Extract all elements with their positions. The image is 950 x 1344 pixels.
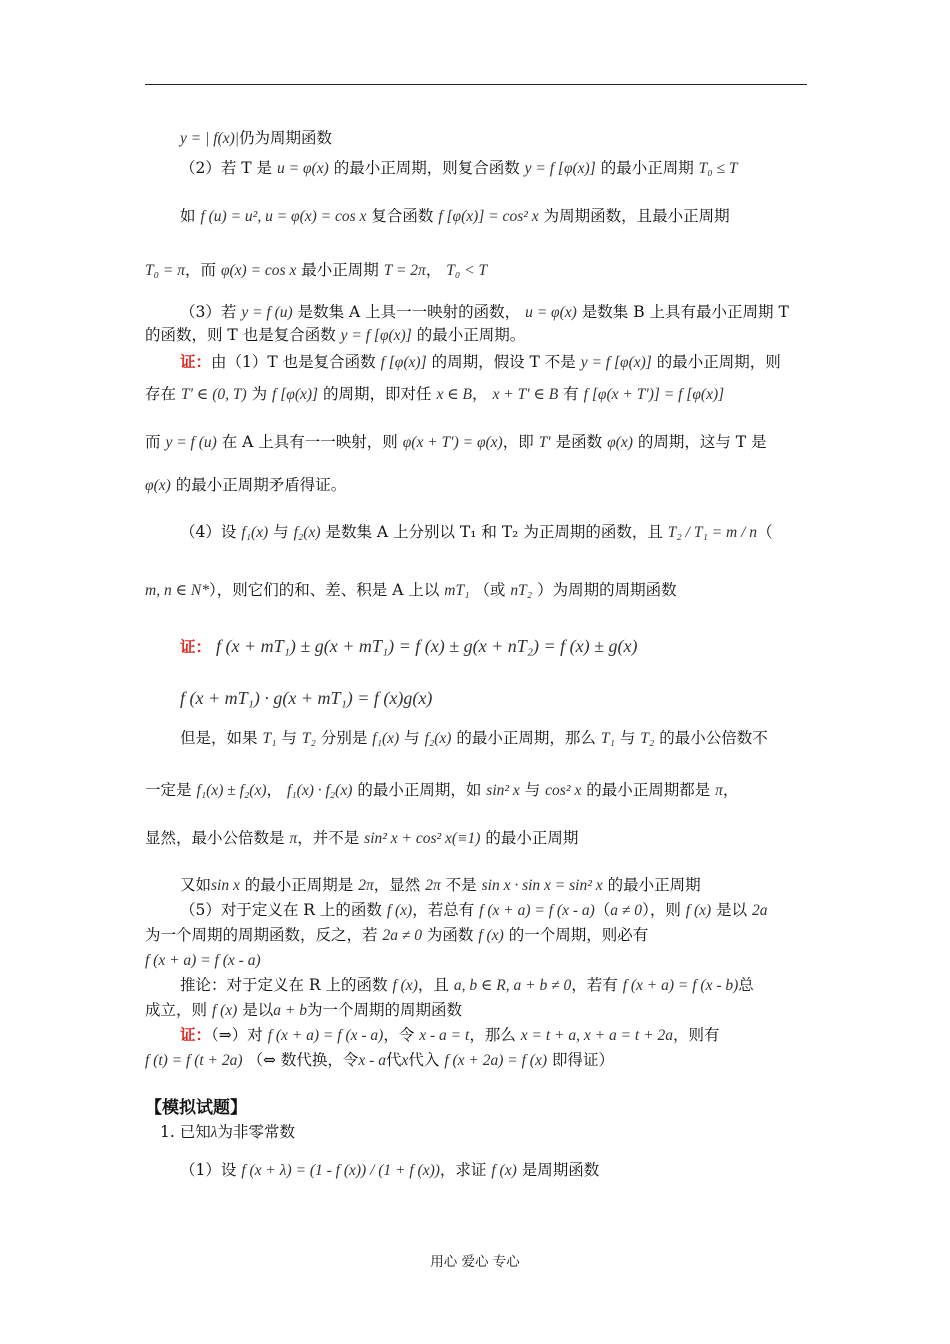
text-line: 但是，如果 T₁ 与 T₂ 分别是 f₁(x) 与 f₂(x) 的最小正周期，那么 T₁ 与 T₂ 的最小公倍数不 [180, 729, 768, 747]
text-line: （4）设 f₁(x) 与 f₂(x) 是数集 A 上分别以 T₁ 和 T₂ 为正周期的函数，且 T₂ / T₁ = m / n（ [180, 523, 773, 541]
proof-label: 证： [180, 1025, 212, 1044]
text-line: 而 y = f (u) 在 A 上具有一一映射，则 φ(x + T′) = φ(x)，即 T′ 是函数 φ(x) 的周期，这与 T 是 [145, 433, 767, 451]
text-line: 证：（⇒）对 f (x + a) = f (x - a)，令 x - a = t，那么 x = t + a, x + a = t + 2a，则有 [180, 1025, 720, 1044]
text-line: 证： f (x + mT₁) ± g(x + mT₁) = f (x) ± g(x + nT₂) = f (x) ± g(x) [180, 636, 638, 656]
text-line: T₀ = π，而 φ(x) = cos x 最小正周期 T = 2π， T₀ < T [145, 261, 488, 279]
proof-label: 证： [180, 637, 212, 656]
text-line: 如 f (u) = u², u = φ(x) = cos x 复合函数 f [φ(x)] = cos² x 为周期函数，且最小正周期 [180, 207, 730, 225]
text-line: 又如sin x 的最小正周期是 2π，显然 2π 不是 sin x · sin x = sin² x 的最小正周期 [180, 876, 701, 894]
text-line: 证：由（1）T 也是复合函数 f [φ(x)] 的周期，假设 T 不是 y = f [φ(x)] 的最小正周期，则 [180, 352, 781, 371]
text-line: 推论：对于定义在 R 上的函数 f (x)，且 a, b ∈ R, a + b ≠ 0，若有 f (x + a) = f (x - b)总 [180, 976, 754, 994]
proof-label: 证： [180, 352, 212, 371]
text-line: 显然，最小公倍数是 π，并不是 sin² x + cos² x(≡1) 的最小正周期 [145, 829, 579, 847]
text-line: 一定是 f₁(x) ± f₂(x)， f₁(x) · f₂(x) 的最小正周期，如 sin² x 与 cos² x 的最小正周期都是 π， [145, 781, 739, 799]
page-footer: 用心 爱心 专心 [430, 1254, 520, 1270]
text-line: （3）若 y = f (u) 是数集 A 上具一一映射的函数， u = φ(x) 是数集 B 上具有最小正周期 T [180, 303, 789, 321]
math: y = | f(x)| [180, 130, 239, 147]
text-line: y = | f(x)|仍为周期函数 [180, 129, 333, 147]
text-line: f (t) = f (t + 2a) （⇔ 数代换，令x - a代x代入 f (x + 2a) = f (x) 即得证） [145, 1051, 614, 1069]
text-line: f (x + a) = f (x - a) [145, 952, 261, 969]
text-line: 为一个周期的周期函数，反之，若 2a ≠ 0 为函数 f (x) 的一个周期，则必有 [145, 926, 649, 944]
text-line: m, n ∈ N*），则它们的和、差、积是 A 上以 mT₁ （或 nT₂ ）为周期的周期函数 [145, 581, 677, 599]
text-line: （1）设 f (x + λ) = (1 - f (x)) / (1 + f (x))，求证 f (x) 是周期函数 [180, 1161, 600, 1179]
text-line: 的函数，则 T 也是复合函数 y = f [φ(x)] 的最小正周期。 [145, 326, 526, 344]
text-line: （2）若 T 是 u = φ(x) 的最小正周期，则复合函数 y = f [φ(x)] 的最小正周期 T₀ ≤ T [180, 159, 738, 177]
header-rule [145, 84, 807, 85]
section-heading: 【模拟试题】 [145, 1098, 247, 1118]
text-line: 存在 T′ ∈ (0, T) 为 f [φ(x)] 的周期，即对任 x ∈ B， x + T′ ∈ B 有 f [φ(x + T′)] = f [φ(x)] [145, 385, 725, 403]
text-line: f (x + mT₁) · g(x + mT₁) = f (x)g(x) [180, 688, 433, 708]
text-line: φ(x) 的最小正周期矛盾得证。 [145, 476, 347, 494]
text-line: 成立，则 f (x) 是以a + b为一个周期的周期函数 [145, 1001, 463, 1019]
text-line: （5）对于定义在 R 上的函数 f (x)，若总有 f (x + a) = f (x - a)（a ≠ 0），则 f (x) 是以 2a [180, 901, 768, 919]
text-line: 1. 已知λ为非零常数 [160, 1123, 295, 1141]
